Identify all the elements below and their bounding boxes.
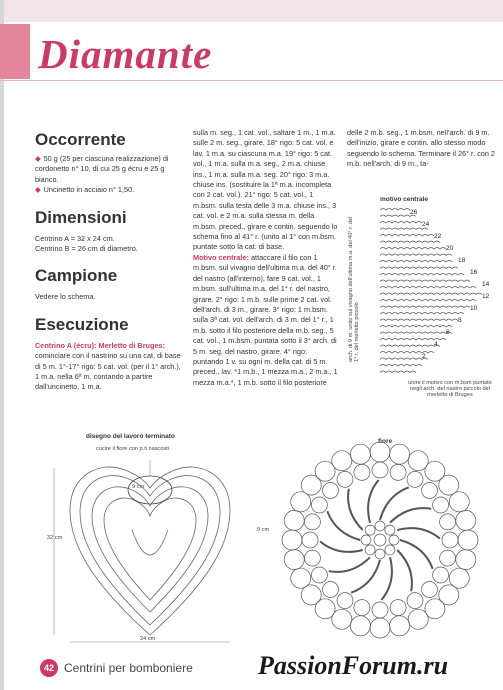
motivo-row-number: 10 bbox=[470, 305, 478, 312]
fiore-middle-loop bbox=[442, 532, 458, 548]
fiore-outer-loop bbox=[449, 492, 469, 512]
fiore-middle-loop bbox=[311, 497, 327, 513]
fiore-middle-loop bbox=[304, 550, 320, 566]
fiore-petal bbox=[329, 557, 370, 572]
fiore-middle-loop bbox=[422, 483, 438, 499]
fiore-middle-loop bbox=[311, 567, 327, 583]
motivo-row-line bbox=[380, 319, 458, 321]
fiore-petal bbox=[390, 508, 431, 523]
motivo-row-number: 20 bbox=[446, 245, 454, 252]
fiore-outer-loop bbox=[390, 444, 410, 464]
fiore-center-petal bbox=[365, 545, 375, 555]
motivo-row-number: 26 bbox=[410, 209, 418, 216]
fiore-middle-loop bbox=[372, 602, 388, 618]
fiore-petal bbox=[397, 528, 440, 539]
motivo-row-line bbox=[380, 274, 464, 276]
fiore-middle-loop bbox=[440, 550, 456, 566]
right-column bbox=[347, 128, 497, 170]
motivo-row-number: 12 bbox=[482, 293, 490, 300]
fiore-outer-loop bbox=[458, 530, 478, 550]
fiore-middle-loop bbox=[390, 600, 406, 616]
motivo-row-line bbox=[380, 280, 470, 282]
occorrente-text-2: Uncinetto in acciaio n° 1,50. bbox=[43, 185, 135, 195]
fiore-petal bbox=[327, 511, 360, 540]
motivo-chart bbox=[340, 200, 500, 400]
fiore-petal bbox=[397, 550, 412, 591]
fiore-center-petal bbox=[389, 535, 399, 545]
fiore-petal bbox=[400, 540, 433, 569]
fiore-middle-loop bbox=[337, 471, 353, 487]
motivo-row-line bbox=[380, 261, 452, 263]
fiore-middle-loop bbox=[354, 464, 370, 480]
campione-text: Vedere lo schema. bbox=[35, 292, 96, 302]
fiore-outer-loop bbox=[332, 451, 352, 471]
left-column bbox=[35, 130, 185, 393]
motivo-row-line bbox=[380, 222, 422, 224]
dimensioni-line-2: Centrino B = 26 cm di diametro. bbox=[35, 244, 138, 254]
mid-paragraph-1: sulla m. seg., 1 cat. vol., saltare 1 m., 1 m.a. sulle 2 m. seg., girare. 18° rigo: 5 cat. vol. e lav. 1 m.a. su ciascuna m.a. 19° rigo: 5 cat. vol., 1 m.a. sulla m.a. seg., 2 m.a. chiuse ins., 1 m.a. sulla m.a. seg. 20° rigo: 3 m.a. chiuse ins. (sostituire la 1ª m.a. incompleta con 2 cat. vol.). 21° rigo: 5 cat. vol., 1 m.bsm. sulla testa delle 3 m.a. chiuse ins., 3 cat. vol. e 2 m.a. sulla stessa m. della m.bsm. preced., girare e contin. seguendo lo schema fino al 41° r. (unito al 1° con m.bsm. puntate sotto la cat. di base. bbox=[193, 128, 338, 252]
fiore-middle-loop bbox=[304, 514, 320, 530]
motivo-row-line bbox=[380, 313, 464, 315]
drawing-note: cucire il fiore con p.ti nascosti bbox=[96, 446, 170, 452]
motivo-row-line bbox=[380, 248, 446, 250]
fiore-outer-loop bbox=[390, 616, 410, 636]
motivo-side-note: arch. di 9 m. unito sul vivagno dell'ultima m.a. del 40° r. del 1° r. del merletto piccolo bbox=[348, 216, 360, 362]
section-campione: Campione bbox=[35, 266, 118, 286]
page-title: Diamante bbox=[38, 31, 213, 77]
fiore-outer-loop bbox=[284, 510, 304, 530]
motivo-row-number: 4 bbox=[434, 341, 438, 348]
motivo-row-numbers bbox=[410, 209, 490, 360]
bullet-icon: ◆ bbox=[35, 154, 41, 163]
fiore-middle-loop bbox=[323, 483, 339, 499]
page-number-badge: 42 bbox=[40, 659, 58, 677]
fiore-middle-loop bbox=[433, 567, 449, 583]
fiore-petal bbox=[380, 487, 409, 520]
motivo-row-line bbox=[380, 352, 434, 354]
drawing-height: 32 cm bbox=[47, 535, 63, 541]
occorrente-item bbox=[35, 185, 185, 195]
mid-paragraph-2 bbox=[193, 253, 339, 388]
fiore-shapes bbox=[282, 442, 478, 638]
section-occorrente: Occorrente bbox=[35, 130, 126, 149]
fiore-center-petal bbox=[361, 535, 371, 545]
fiore-middle-loop bbox=[422, 582, 438, 598]
motivo-row-number: 18 bbox=[458, 257, 466, 264]
esecuzione-lead: Centrino A (écru): Merletto di Bruges: bbox=[35, 340, 165, 350]
motivo-row-line bbox=[380, 293, 482, 295]
motivo-text: attaccare il filo con 1 m.bsm. sul vivagno dell'ultima m.a. del 40° r. del nastro (all'interno), fare 9 cat. vol., 1 m.bsm. sull'ultima m.a. del 1° r. del nastro, girare. 2° rigo: 1 m.b. sulle prime 2 cat. vol. dell'arch. di 3 m., girare. 3° rigo: 1 m.bsm. sulla 3ª cat. vol. dell'arch. di 3 m. del 1° r., 1 m.b. sotto il filo posteriore della m.b. seg., 5 cat. vol., 1 m.bsm. puntata sotto il 3° arch. di 5 m. seg. del nastro, girare. 4° rigo: puntando 1 v. su ogni m. della cat. di 5 m. preced., lav. *1 m.b., 1 mezza m.a., 2 m.a., 1 mezza m.a.*, 1 m.b. sotto il filo posteriore bbox=[193, 252, 338, 387]
drawing-inner-size: 9 cm bbox=[132, 484, 145, 490]
right-paragraph-1: delle 2 m.b. seg., 1 m.bsm. nell'arch. di 9 m. dell'inizio, girare e contin. allo stesso modo seguendo lo schema. Terminare il 26° r. con 2 m.b. nell'arch. di 9 m., ta- bbox=[347, 128, 495, 169]
motivo-row-line bbox=[380, 332, 452, 334]
motivo-row-line bbox=[380, 209, 410, 211]
fiore-outer-loop bbox=[408, 609, 428, 629]
esecuzione-paragraph bbox=[35, 341, 185, 393]
motivo-row-line bbox=[380, 235, 434, 237]
footer-section-name: Centrini per bomboniere bbox=[64, 661, 193, 675]
section-esecuzione: Esecuzione bbox=[35, 314, 129, 334]
fiore-center-petal bbox=[375, 521, 385, 531]
motivo-row-line bbox=[380, 228, 428, 230]
occorrente-item bbox=[35, 154, 185, 185]
page-edge bbox=[0, 0, 4, 690]
dimensioni-line-1: Centrino A = 32 x 24 cm. bbox=[35, 233, 115, 243]
top-color-band bbox=[0, 0, 503, 22]
motivo-row-line bbox=[380, 287, 476, 289]
motivo-row-line bbox=[380, 267, 458, 269]
drawing-title: disegno del lavoro terminato bbox=[86, 433, 175, 440]
drawing-width: 24 cm bbox=[140, 636, 156, 642]
motivo-row-number: 2 bbox=[422, 353, 426, 360]
fiore-title: fiore bbox=[378, 438, 393, 445]
fiore-chart bbox=[268, 442, 498, 642]
esecuzione-text: cominciare con il nastrino su una cat. di base di 5 m. 1°-17° rigo: 5 cat. vol. (per il 1° arch.), 1 m.a. nella 6ª m. contando a partire dall'uncinetto, 1 m.a. bbox=[35, 351, 181, 392]
motivo-row-number: 6 bbox=[446, 329, 450, 336]
fiore-petal bbox=[368, 480, 379, 523]
motivo-rows bbox=[380, 209, 482, 373]
fiore-petal bbox=[348, 489, 363, 530]
motivo-row-number: 8 bbox=[458, 317, 462, 324]
fiore-middle-loop bbox=[302, 532, 318, 548]
fiore-center-petal bbox=[385, 525, 395, 535]
title-divider bbox=[0, 80, 503, 81]
motivo-row-line bbox=[380, 300, 476, 302]
fiore-middle-loop bbox=[390, 464, 406, 480]
fiore-center bbox=[374, 534, 386, 546]
motivo-row-line bbox=[380, 339, 446, 341]
motivo-row-line bbox=[380, 358, 428, 360]
fiore-middle-loop bbox=[372, 462, 388, 478]
watermark: PassionForum.ru bbox=[258, 651, 449, 680]
occorrente-text-1: 50 g (25 per ciascuna realizzazione) di cordonetto n° 10, di cui 25 g écru e 25 g bianco. bbox=[35, 154, 169, 184]
fiore-center-petal bbox=[385, 545, 395, 555]
motivo-row-number: 22 bbox=[434, 233, 442, 240]
fiore-petal bbox=[351, 560, 380, 593]
fiore-outer-loop bbox=[284, 550, 304, 570]
motivo-row-line bbox=[380, 254, 452, 256]
fiore-petal bbox=[320, 541, 363, 552]
finished-drawing bbox=[40, 440, 260, 650]
fiore-outer-loop bbox=[282, 530, 302, 550]
fiore-petal bbox=[381, 557, 392, 600]
motivo-row-number: 24 bbox=[422, 221, 430, 228]
bullet-icon: ◆ bbox=[35, 185, 41, 195]
title-accent-block bbox=[0, 24, 30, 79]
middle-column bbox=[193, 128, 339, 388]
fiore-outer-loop bbox=[370, 442, 390, 462]
motivo-row-number: 16 bbox=[470, 269, 478, 276]
fiore-outer-loop bbox=[456, 550, 476, 570]
fiore-outer-loop bbox=[370, 618, 390, 638]
motivo-lead: Motivo centrale: bbox=[193, 252, 249, 262]
fiore-middle-loop bbox=[407, 471, 423, 487]
section-dimensioni: Dimensioni bbox=[35, 207, 127, 227]
motivo-row-line bbox=[380, 365, 422, 367]
fiore-center-petal bbox=[365, 525, 375, 535]
fiore-center-petal bbox=[375, 549, 385, 559]
motivo-row-line bbox=[380, 345, 440, 347]
motivo-row-line bbox=[380, 326, 452, 328]
fiore-outer-loop bbox=[350, 444, 370, 464]
motivo-caption: unire il motivo con m.bsm puntate negli arch. del nastro piccolo del merletto di Bruges bbox=[408, 380, 492, 398]
motivo-row-number: 14 bbox=[482, 281, 490, 288]
motivo-title: motivo centrale bbox=[380, 196, 429, 203]
fiore-outer-loop bbox=[456, 510, 476, 530]
fiore-middle-loop bbox=[440, 514, 456, 530]
fiore-middle-loop bbox=[407, 593, 423, 609]
fiore-outer-loop bbox=[350, 616, 370, 636]
motivo-row-line bbox=[380, 241, 440, 243]
motivo-row-line bbox=[380, 306, 470, 308]
motivo-row-line bbox=[380, 371, 416, 373]
fiore-outer-loop bbox=[291, 568, 311, 588]
fiore-middle-loop bbox=[323, 582, 339, 598]
fiore-middle-loop bbox=[433, 497, 449, 513]
fiore-middle-loop bbox=[337, 593, 353, 609]
fiore-middle-loop bbox=[354, 600, 370, 616]
fiore-size: 9 cm bbox=[257, 527, 270, 533]
